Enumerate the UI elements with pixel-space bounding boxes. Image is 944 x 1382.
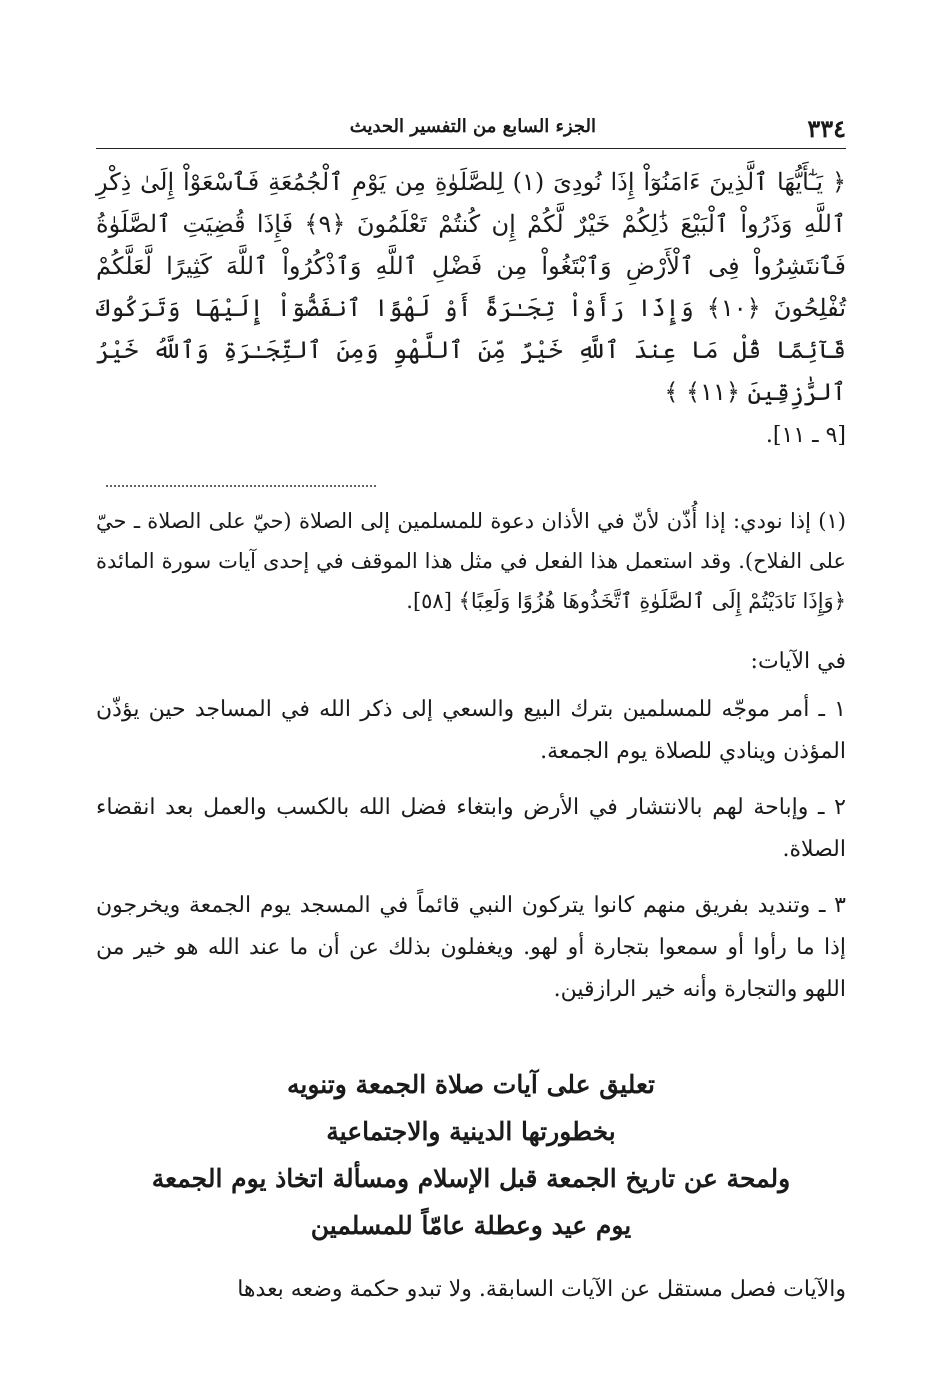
list-item-1: ١ ـ أمر موجّه للمسلمين بترك البيع والسعي إلى ذكر الله في المساجد حين يؤذّن المؤذن وينادي للصلاة يوم الجمعة. — [96, 697, 846, 764]
footnote: (١) إذا نودي: إذا أُذّن لأنّ في الأذان دعوة للمسلمين إلى الصلاة (حيّ على الصلاة ـ حيّ على الفلاح). وقد استعمل هذا الفعل في مثل هذا الموقف في إحدى آيات سورة المائدة ﴿وَإِذَا نَادَيْتُمْ إِلَى ٱلصَّلَوٰةِ ٱتَّخَذُوهَا هُزُوًا وَلَعِبًا﴾ [٥٨]. — [96, 509, 846, 613]
heading-line-3: ولمحة عن تاريخ الجمعة قبل الإسلام ومسألة اتخاذ يوم الجمعة — [151, 1164, 791, 1193]
page-number: ٣٣٤ — [807, 114, 846, 143]
verses-label: في الآيات: — [750, 649, 846, 674]
running-header — [96, 108, 846, 149]
footnote-separator — [106, 485, 376, 487]
quran-verses — [96, 161, 846, 457]
heading-line-1: تعليق على آيات صلاة الجمعة وتنويه — [286, 1070, 655, 1099]
section-heading — [96, 1061, 846, 1249]
verses-text: ﴿ يَـٰٓأَيُّهَا ٱلَّذِينَ ءَامَنُوٓاْ إِذَا نُودِىَ (١) لِلصَّلَوٰةِ مِن يَوْمِ ٱلْجُمُعَةِ فَٱسْعَوْاْ إِلَىٰ ذِكْرِ ٱللَّهِ وَذَرُواْ ٱلْبَيْعَ ذَٰلِكُمْ خَيْرٌ لَّكُمْ إِن كُنتُمْ تَعْلَمُونَ ﴿٩﴾ فَإِذَا قُضِيَتِ ٱلصَّلَوٰةُ فَٱنتَشِرُواْ فِى ٱلْأَرْضِ وَٱبْتَغُواْ مِن فَضْلِ ٱللَّهِ وَٱذْكُرُواْ ٱللَّهَ كَثِيرًا لَّعَلَّكُمْ تُفْلِحُونَ ﴿١٠﴾ وَإِذَا رَأَوْاْ تِجَـٰرَةً أَوْ لَهْوًا ٱنفَضُّوٓاْ إِلَيْهَا وَتَرَكُوكَ قَآئِمًا قُلْ مَا عِندَ ٱللَّهِ خَيْرٌ مِّنَ ٱللَّهْوِ وَمِنَ ٱلتِّجَـٰرَةِ وَٱللَّهُ خَيْرُ ٱلرَّٰزِقِينَ ﴿١١﴾ ﴾ — [96, 168, 847, 406]
heading-line-4: يوم عيد وعطلة عامّاً للمسلمين — [310, 1211, 632, 1240]
verses-reference: [٩ ـ ١١]. — [765, 423, 846, 448]
heading-line-2: بخطورتها الدينية والاجتماعية — [326, 1117, 616, 1146]
list-item-3: ٣ ـ وتنديد بفريق منهم كانوا يتركون النبي قائماً في المسجد يوم الجمعة ويخرجون إذا ما رأوا أو سمعوا بتجارة أو لهو. ويغفلون بذلك عن أن ما عند الله هو خير من اللهو والتجارة وأنه خير الرازقين. — [96, 893, 846, 1002]
book-title: الجزء السابع من التفسير الحديث — [349, 116, 596, 137]
list-item-2: ٢ ـ وإباحة لهم بالانتشار في الأرض وابتغاء فضل الله بالكسب والعمل بعد انقضاء الصلاة. — [96, 795, 846, 862]
page — [96, 108, 846, 1333]
closing-paragraph: والآيات فصل مستقل عن الآيات السابقة. ولا تبدو حكمة وضعه بعدها — [237, 1277, 846, 1302]
